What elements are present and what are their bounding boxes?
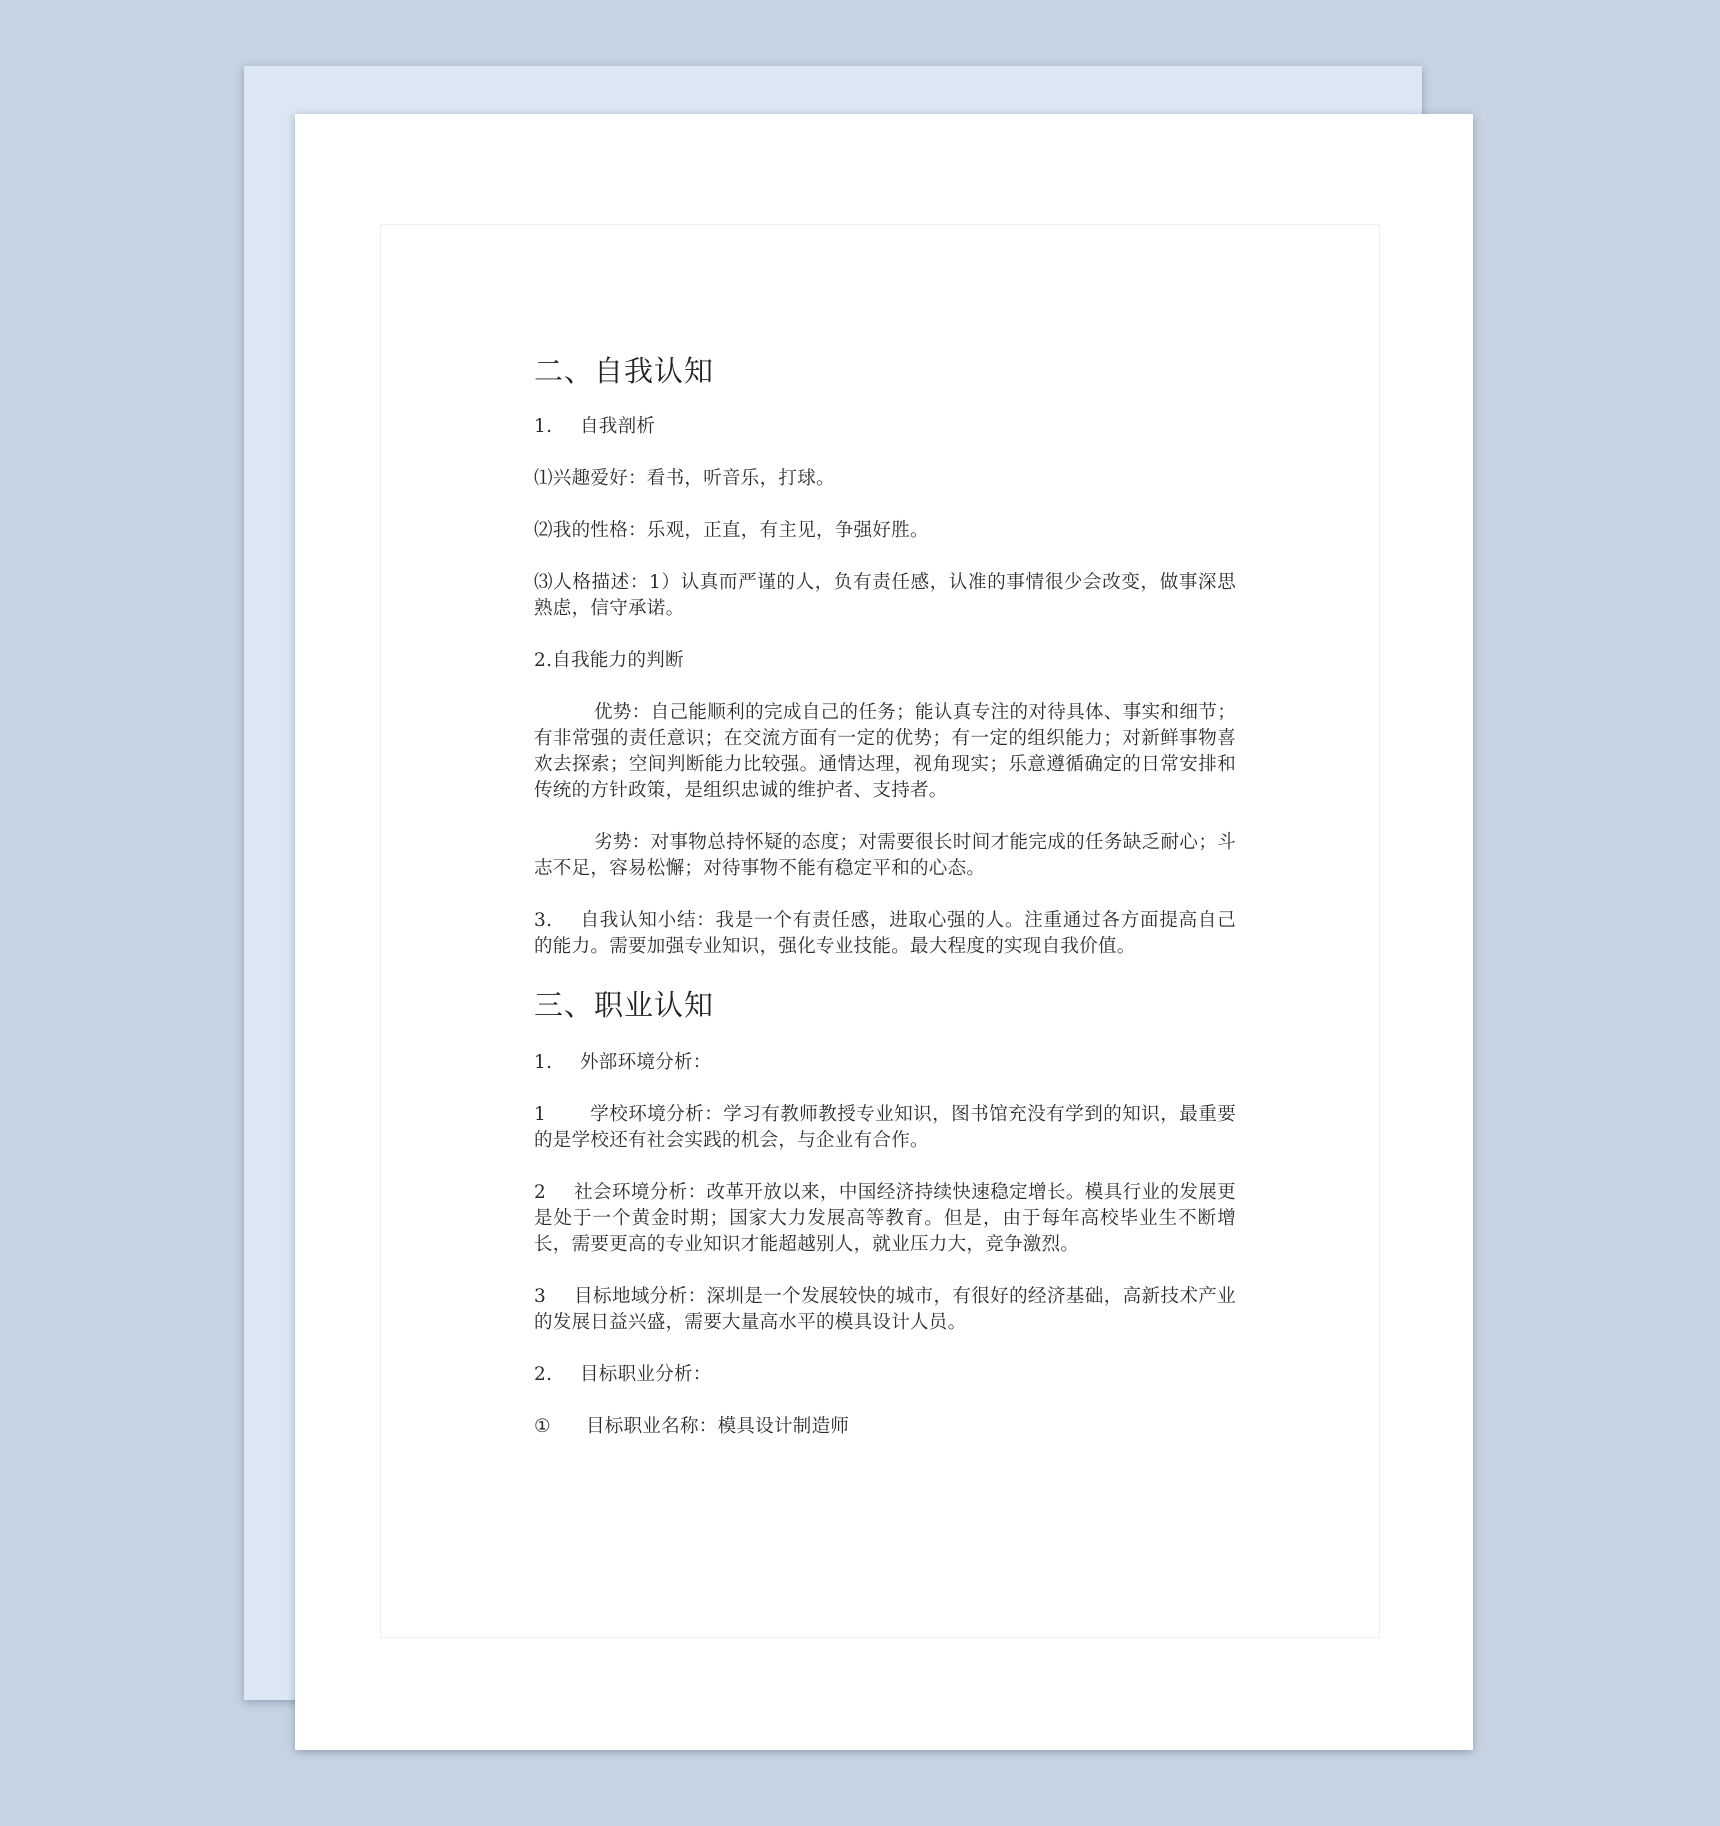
item-number: 2.	[534, 1364, 553, 1385]
item-title: 自我剖析	[580, 416, 656, 437]
item-number: 3	[534, 1286, 547, 1307]
subsection-external-environment	[534, 1050, 1236, 1076]
paragraph-character-description: ⑶人格描述：1）认真而严谨的人，负有责任感，认准的事情很少会改变，做事深思熟虑，信守承诺。	[534, 572, 1236, 619]
item-number: 1	[534, 1104, 547, 1125]
item-number: 1.	[534, 416, 553, 437]
paragraph-self-summary	[534, 908, 1236, 960]
subsection-target-career	[534, 1362, 1236, 1388]
summary-text: 自我认知小结：我是一个有责任感，进取心强的人。注重通过各方面提高自己的能力。需要加强专业知识，强化专业技能。最大程度的实现自我价值。	[534, 910, 1236, 957]
paragraph-text: 目标职业名称：模具设计制造师	[586, 1416, 850, 1437]
paragraph-school-environment	[534, 1102, 1236, 1154]
paragraph-personality: ⑵我的性格：乐观，正直，有主见，争强好胜。	[534, 520, 929, 541]
paragraph-weaknesses: 劣势：对事物总持怀疑的态度；对需要很长时间才能完成的任务缺乏耐心；斗志不足，容易松懈；对待事物不能有稳定平和的心态。	[534, 832, 1236, 879]
subsection-self-analysis	[534, 414, 1236, 440]
document-body	[534, 352, 1236, 1466]
item-title: 目标职业分析：	[580, 1364, 712, 1385]
item-number: 1.	[534, 1052, 553, 1073]
paragraph-text: 社会环境分析：改革开放以来，中国经济持续快速稳定增长。模具行业的发展更是处于一个黄金时期；国家大力发展高等教育。但是，由于每年高校毕业生不断增长，需要更高的专业知识才能超越别人，就业压力大，竞争激烈。	[534, 1182, 1236, 1255]
paragraph-target-region	[534, 1284, 1236, 1336]
paragraph-target-career-name	[534, 1414, 1236, 1440]
item-number: 2	[534, 1182, 547, 1203]
paragraph-strengths: 优势：自己能顺利的完成自己的任务；能认真专注的对待具体、事实和细节；有非常强的责任意识；在交流方面有一定的优势；有一定的组织能力；对新鲜事物喜欢去探索；空间判断能力比较强。通情达理，视角现实；乐意遵循确定的日常安排和传统的方针政策，是组织忠诚的维护者、支持者。	[534, 702, 1236, 801]
paragraph-text: 学校环境分析：学习有教师教授专业知识，图书馆充没有学到的知识，最重要的是学校还有社会实践的机会，与企业有合作。	[534, 1104, 1236, 1151]
section-heading-career-awareness: 三、职业认知	[534, 988, 715, 1022]
item-title: 外部环境分析：	[580, 1052, 712, 1073]
item-number: 3.	[534, 910, 553, 931]
paragraph-social-environment	[534, 1180, 1236, 1258]
section-heading-self-awareness: 二、自我认知	[534, 354, 715, 388]
document-page	[295, 114, 1473, 1750]
item-number: ①	[534, 1416, 551, 1437]
paragraph-interests: ⑴兴趣爱好：看书，听音乐，打球。	[534, 468, 835, 489]
paragraph-text: 目标地域分析：深圳是一个发展较快的城市，有很好的经济基础，高新技术产业的发展日益兴盛，需要大量高水平的模具设计人员。	[534, 1286, 1236, 1333]
subsection-ability-judgement: 2.自我能力的判断	[534, 650, 684, 671]
